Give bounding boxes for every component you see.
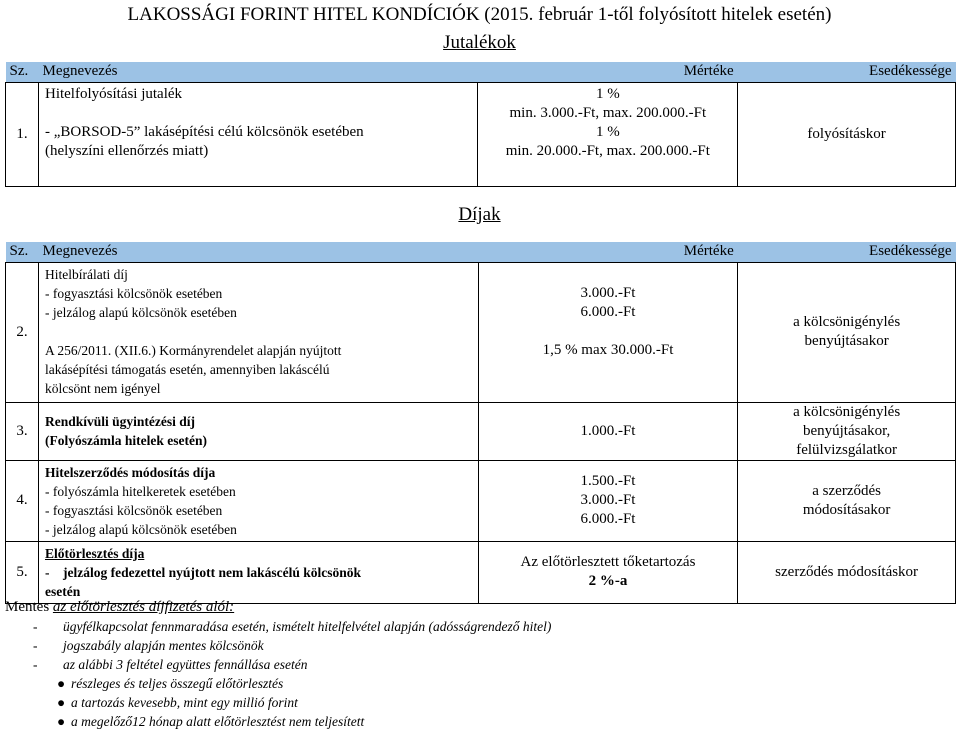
jutalekok-heading: Jutalékok (443, 32, 516, 53)
header-due: Esedékessége (869, 63, 952, 80)
header-no: Sz. (9, 243, 29, 260)
jutalekok-table (5, 62, 956, 187)
table-row (6, 541, 956, 603)
list-item-text: az alábbi 3 feltétel együttes fennállása esetén (63, 657, 308, 672)
name-line: Rendkívüli ügyintézési díj (44, 414, 196, 429)
list-item (5, 617, 945, 636)
header-amount: Mértéke (683, 243, 734, 260)
row-amount (478, 262, 738, 402)
row-due (738, 402, 956, 460)
bullet-text: a tartozás kevesebb, mint egy millió forint (71, 695, 298, 710)
name-line: (helyszíni ellenőrzés miatt) (44, 142, 209, 159)
exemption-title (5, 597, 945, 617)
bullet-item (5, 693, 945, 712)
due-line: felülvizsgálatkor (796, 441, 898, 458)
header-no: Sz. (9, 63, 29, 80)
row-number: 1. (6, 82, 39, 186)
amount-line: Az előtörlesztett tőketartozás (520, 554, 696, 570)
row-name (38, 460, 478, 541)
row-due (738, 262, 956, 402)
row-number: 5. (6, 541, 39, 603)
dash: - (33, 657, 38, 672)
name-line: - jelzálog alapú kölcsönök esetében (44, 521, 237, 537)
amount-line: 1.500.-Ft (580, 473, 636, 489)
amount-line: 3.000.-Ft (580, 492, 636, 508)
name-line: - fogyasztási kölcsönök esetében (44, 285, 223, 301)
table-row (6, 402, 956, 460)
amount-line: min. 20.000.-Ft, max. 200.000.-Ft (505, 142, 710, 159)
due-line: benyújtásakor (804, 333, 889, 349)
dijak-heading: Díjak (458, 204, 501, 225)
table-header-row (6, 62, 956, 82)
header-amount: Mértéke (683, 63, 734, 80)
amount-line: 1 % (595, 85, 620, 102)
bullet-icon: ● (57, 695, 66, 710)
bullet-icon: ● (57, 714, 66, 729)
table-row (6, 82, 956, 186)
name-line: - folyószámla hitelkeretek esetében (44, 483, 236, 499)
name-line: Hitelfolyósítási jutalék (44, 85, 183, 102)
dash: - (33, 619, 38, 634)
name-line: (Folyószámla hitelek esetén) (44, 433, 207, 448)
table-row (6, 262, 956, 402)
dash: - (33, 638, 38, 653)
amount-line: 1 % (595, 123, 620, 140)
header-name: Megnevezés (42, 63, 118, 80)
name-line: kölcsönt nem igényel (44, 380, 161, 396)
list-item (5, 636, 945, 655)
header-due: Esedékessége (869, 243, 952, 260)
exemption-title-rest: az előtörlesztés díjfizetés alól: (52, 599, 235, 615)
amount-line: 6.000.-Ft (580, 511, 636, 527)
row-amount (478, 460, 738, 541)
due-line: benyújtásakor, (802, 422, 891, 439)
row-name (38, 402, 478, 460)
list-item-text: jogszabály alapján mentes kölcsönök (63, 638, 264, 653)
row-due: szerződés módosításkor (738, 541, 956, 603)
name-line: esetén (44, 583, 81, 599)
page-title: LAKOSSÁGI FORINT HITEL KONDÍCIÓK (2015. február 1-től folyósított hitelek esetén) (127, 4, 832, 25)
name-line: - fogyasztási kölcsönök esetében (44, 502, 223, 518)
row-due (738, 460, 956, 541)
exemption-section (5, 597, 945, 731)
bullet-text: részleges és teljes összegű előtörlesztés (71, 676, 284, 691)
row-name (38, 541, 478, 603)
row-name (38, 262, 478, 402)
exemption-title-prefix: Mentes (5, 599, 50, 615)
row-amount (478, 541, 738, 603)
row-name (38, 82, 477, 186)
name-line: lakásépítési támogatás esetén, amennyiben lakáscélú (44, 361, 330, 377)
name-line: - jelzálog alapú kölcsönök esetében (44, 304, 237, 320)
row-number: 2. (6, 262, 39, 402)
row-number: 3. (6, 402, 39, 460)
row-amount: 1.000.-Ft (478, 402, 738, 460)
list-item-text: ügyfélkapcsolat fennmaradása esetén, ismételt hitelfelvétel alapján (adósságrendező hitel) (63, 619, 552, 634)
due-line: a szerződés (812, 482, 881, 499)
due-line: a kölcsönigénylés (793, 403, 901, 420)
row-number: 4. (6, 460, 39, 541)
bullet-item (5, 674, 945, 693)
bullet-text: a megelőző12 hónap alatt előtörlesztést nem teljesített (71, 714, 365, 729)
name-line: - „BORSOD-5” lakásépítési célú kölcsönök esetében (44, 123, 364, 140)
dijak-table (5, 242, 956, 604)
bullet-icon: ● (57, 676, 66, 691)
due-line: módosításakor (802, 501, 891, 518)
table-header-row (6, 242, 956, 262)
name-line: Hitelbírálati díj (44, 266, 128, 282)
amount-line: 3.000.-Ft (580, 284, 636, 301)
bullet-item (5, 712, 945, 731)
row-amount (478, 82, 738, 186)
amount-line: 1,5 % max 30.000.-Ft (542, 341, 674, 358)
due-line: a kölcsönigénylés (793, 314, 901, 330)
name-line: A 256/2011. (XII.6.) Kormányrendelet alapján nyújtott (44, 342, 342, 358)
table-row (6, 460, 956, 541)
row-due: folyósításkor (738, 82, 956, 186)
amount-line: 6.000.-Ft (580, 303, 636, 320)
list-item (5, 655, 945, 674)
name-line: Előtörlesztés díja (44, 545, 145, 561)
amount-line: min. 3.000.-Ft, max. 200.000.-Ft (509, 104, 707, 121)
name-line: - jelzálog fedezettel nyújtott nem lakáscélú kölcsönök (44, 564, 362, 580)
amount-line: 2 %-a (588, 573, 628, 589)
name-line: Hitelszerződés módosítás díja (44, 464, 216, 480)
header-name: Megnevezés (42, 243, 118, 260)
